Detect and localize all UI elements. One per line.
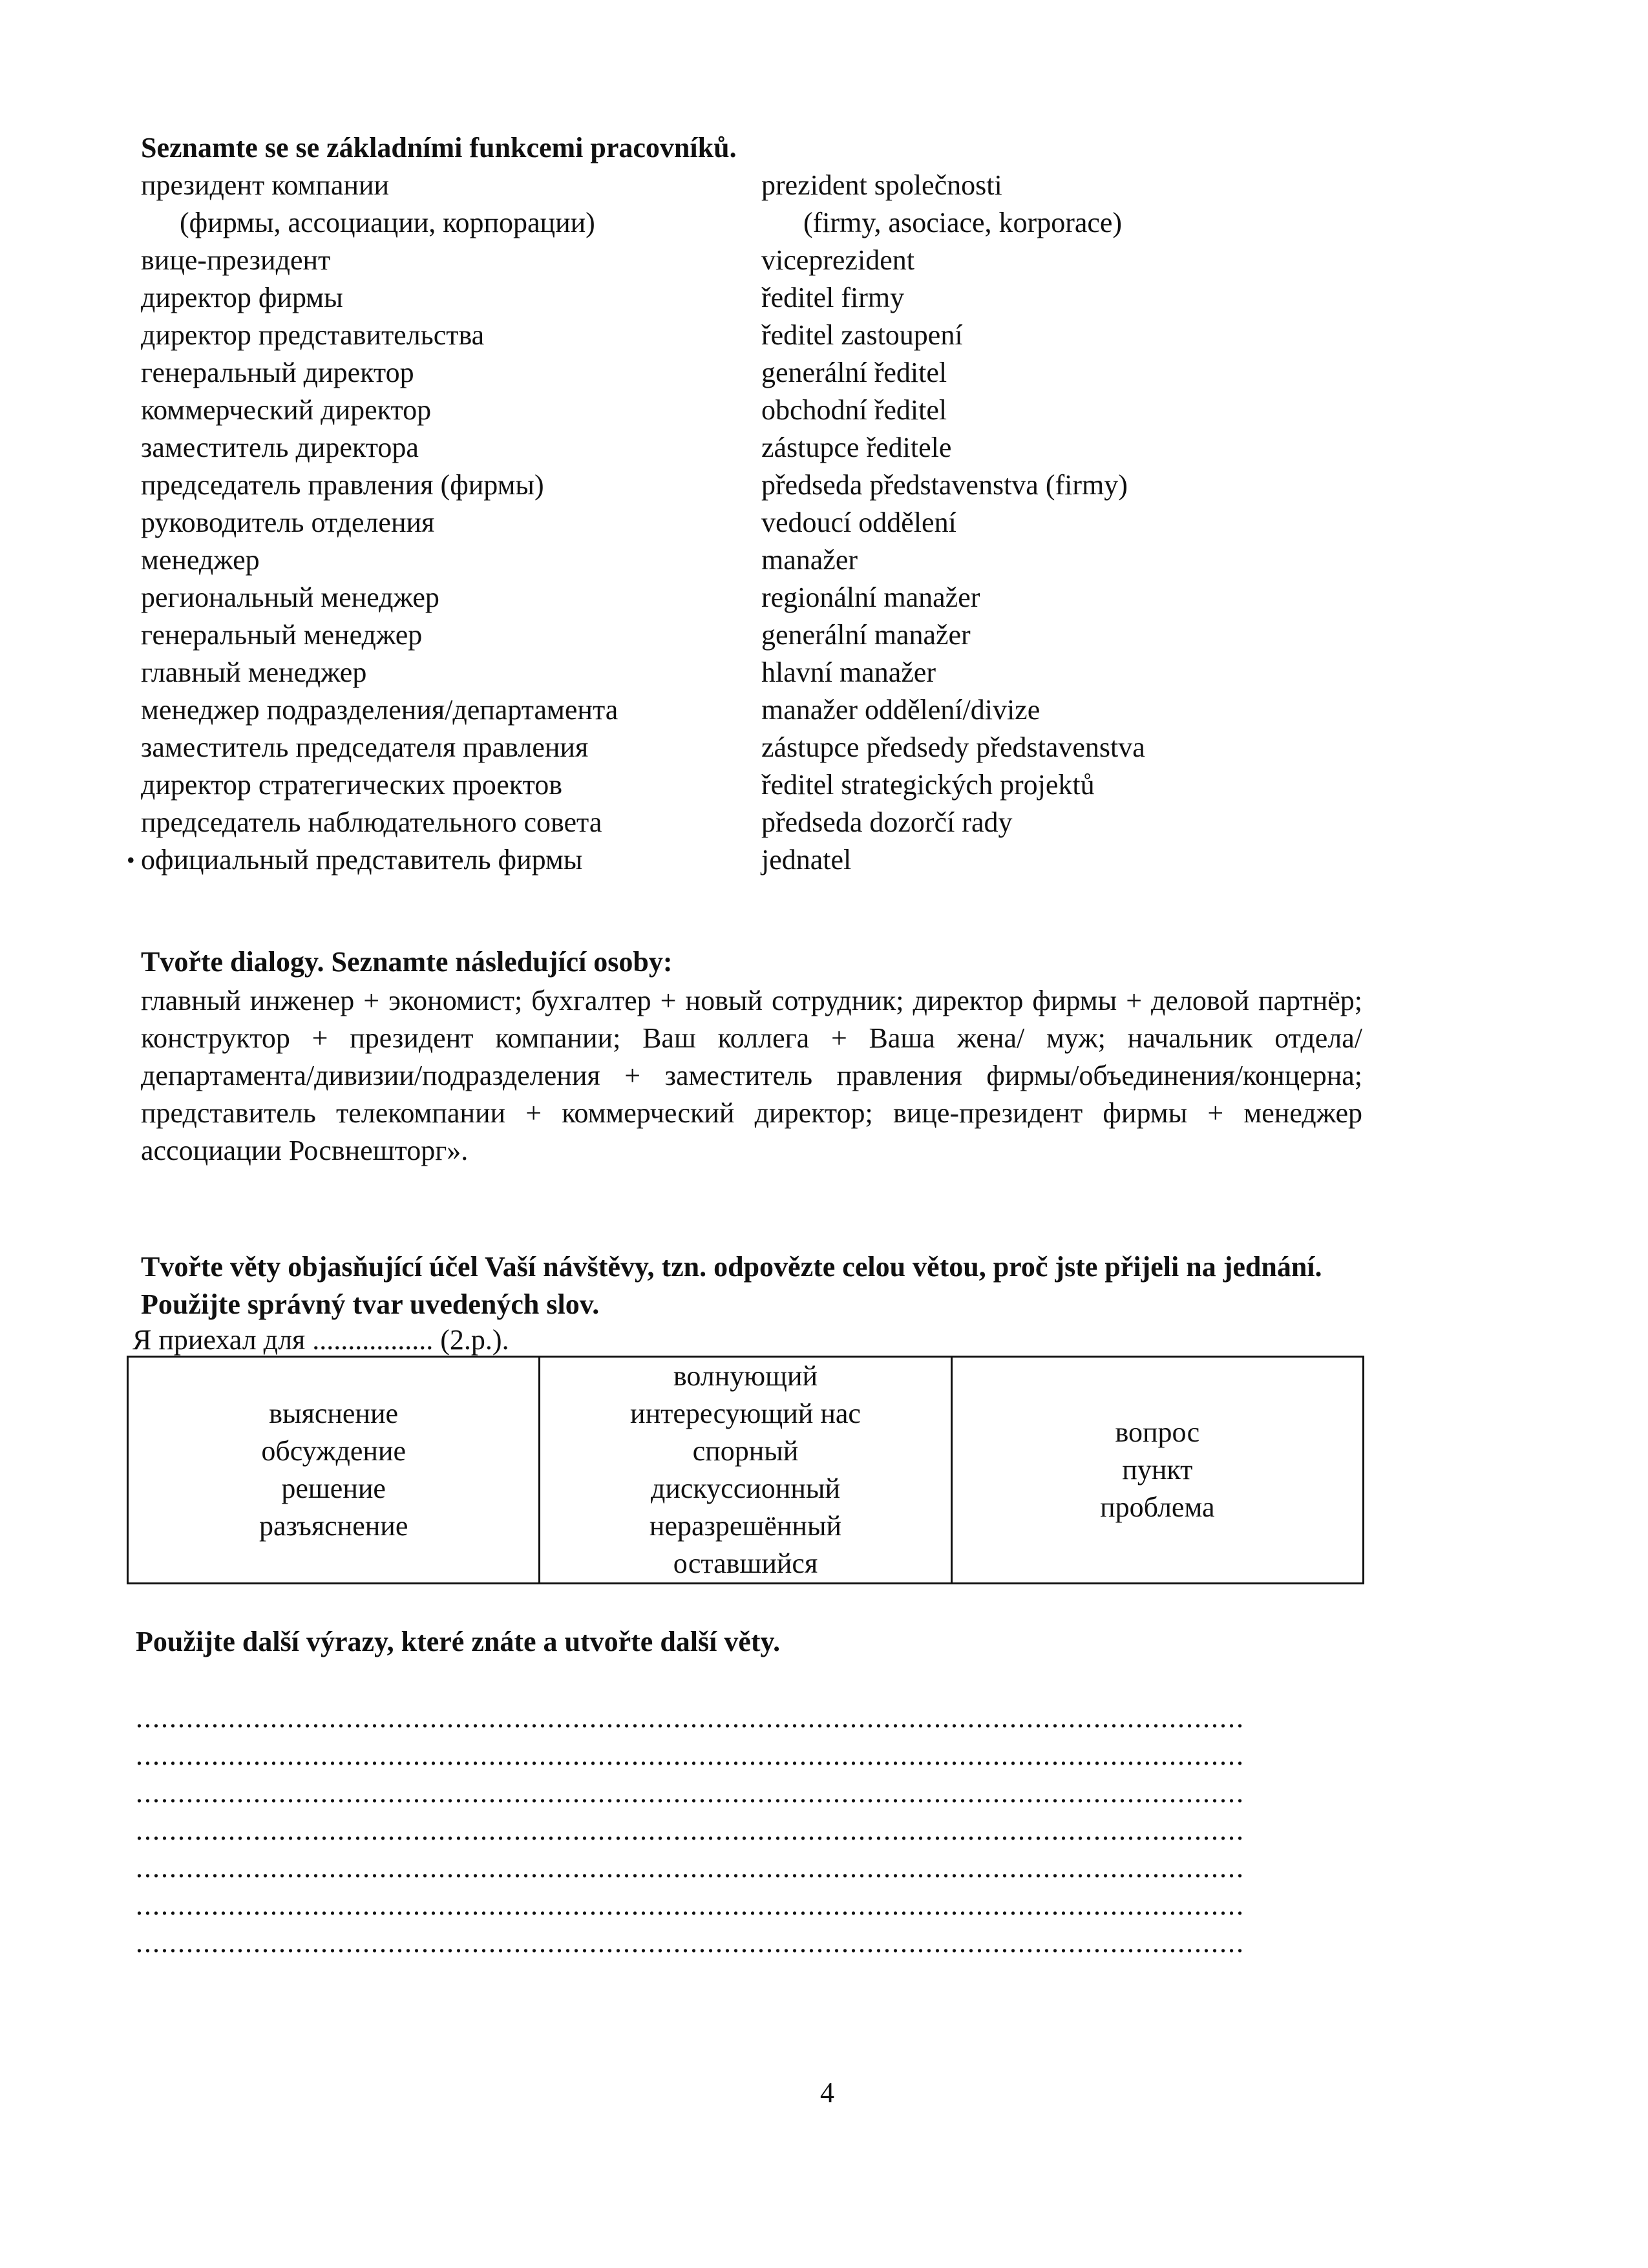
vocab-ru: председатель правления (фирмы) bbox=[141, 469, 544, 501]
option-word: решение bbox=[281, 1473, 386, 1504]
vocab-ru: заместитель директора bbox=[141, 432, 419, 463]
vocab-ru: председатель наблюдательного совета bbox=[141, 806, 602, 838]
vocab-row bbox=[141, 279, 1278, 317]
vocab-cz: předseda dozorčí rady bbox=[761, 806, 1013, 838]
table-row bbox=[128, 1357, 1364, 1584]
vocab-row bbox=[141, 616, 1278, 654]
vocab-cz: generální ředitel bbox=[761, 357, 947, 388]
option-word: обсуждение bbox=[261, 1435, 407, 1467]
sentences-heading: Tvořte věty objasňující účel Vaší návštěvy, tzn. odpovězte celou větou, proč jste přijeli na jednání. Použijte správný tvar uvedených slov. bbox=[141, 1251, 1322, 1320]
vocab-ru: генеральный директор bbox=[141, 357, 414, 388]
vocab-ru: коммерческий директор bbox=[141, 394, 432, 426]
vocab-cz: viceprezident bbox=[761, 244, 914, 276]
word-options-table bbox=[127, 1356, 1364, 1584]
topic-nouns-cell bbox=[951, 1357, 1363, 1584]
vocab-row bbox=[141, 429, 1278, 467]
vocab-ru: менеджер подразделения/департамента bbox=[141, 694, 618, 726]
dialogs-body: главный инженер + экономист; бухгалтер + новый сотрудник; директор фирмы + деловой партнёр; конструктор + президент компании; Ваш коллега + Ваша жена/ муж; начальник отдела/департамента/дивизии/подразделения + заместитель правления фирмы/объединения/концерна; представитель телекомпании + коммерческий директор; вице-президент фирмы + менеджер ассоциации Росвнешторг». bbox=[141, 985, 1362, 1166]
vocab-cz: prezident společnosti bbox=[761, 169, 1002, 201]
vocab-row bbox=[141, 541, 1278, 579]
vocab-row bbox=[141, 579, 1278, 616]
vocab-cz: hlavní manažer bbox=[761, 656, 936, 688]
vocab-row bbox=[127, 841, 1278, 879]
vocab-cz: ředitel zastoupení bbox=[761, 319, 963, 351]
vocab-row bbox=[141, 204, 1278, 242]
answer-line[interactable]: .................................................................................................................................... bbox=[136, 1927, 1245, 1958]
vocab-ru: руководитель отделения bbox=[141, 507, 435, 538]
vocab-row bbox=[141, 167, 1278, 204]
vocab-ru: генеральный менеджер bbox=[141, 619, 423, 651]
vocab-ru: директор представительства bbox=[141, 319, 485, 351]
vocab-cz: předseda představenstva (firmy) bbox=[761, 469, 1128, 501]
vocab-cz: ředitel strategických projektů bbox=[761, 769, 1095, 801]
option-word: разъяснение bbox=[259, 1510, 408, 1542]
vocab-cz: obchodní ředitel bbox=[761, 394, 947, 426]
vocab-cz: zástupce předsedy představenstva bbox=[761, 731, 1145, 763]
answer-line[interactable]: .................................................................................................................................... bbox=[136, 1852, 1245, 1884]
answer-line[interactable]: .................................................................................................................................... bbox=[136, 1739, 1245, 1771]
vocab-cz: vedoucí oddělení bbox=[761, 507, 956, 538]
vocab-row bbox=[141, 766, 1278, 804]
scan-mark-icon: • bbox=[127, 847, 135, 873]
vocab-ru: официальный представитель фирмы bbox=[141, 844, 583, 876]
vocab-row bbox=[141, 654, 1278, 691]
vocab-row bbox=[141, 729, 1278, 766]
vocab-ru: директор фирмы bbox=[141, 282, 343, 313]
vocab-row bbox=[141, 467, 1278, 504]
option-word: выяснение bbox=[269, 1398, 399, 1429]
adjectives-cell bbox=[540, 1357, 951, 1584]
page-number: 4 bbox=[820, 2077, 834, 2108]
vocab-cz: manažer oddělení/divize bbox=[761, 694, 1041, 726]
option-word: оставшийся bbox=[673, 1548, 818, 1579]
option-word: пункт bbox=[1122, 1454, 1193, 1486]
vocab-row bbox=[141, 242, 1278, 279]
vocab-ru: президент компании bbox=[141, 169, 390, 201]
answer-line[interactable]: .................................................................................................................................... bbox=[136, 1814, 1245, 1846]
vocab-ru: директор стратегических проектов bbox=[141, 769, 562, 801]
vocab-cz: regionální manažer bbox=[761, 582, 980, 613]
vocab-row bbox=[141, 691, 1278, 729]
vocab-heading: Seznamte se se základními funkcemi pracovníků. bbox=[141, 132, 737, 163]
option-word: проблема bbox=[1100, 1491, 1215, 1523]
vocab-ru: вице-президент bbox=[141, 244, 331, 276]
sentences-example: Я приехал для ................. (2.p.). bbox=[132, 1324, 509, 1356]
option-word: спорный bbox=[692, 1435, 799, 1467]
more-heading: Použijte další výrazy, které znáte a utvořte další věty. bbox=[136, 1626, 781, 1657]
vocab-list bbox=[127, 167, 1278, 879]
answer-line[interactable]: .................................................................................................................................... bbox=[136, 1777, 1245, 1809]
vocab-cz: ředitel firmy bbox=[761, 282, 905, 313]
option-word: вопрос bbox=[1115, 1416, 1200, 1448]
vocab-row bbox=[141, 804, 1278, 841]
dialogs-heading: Tvořte dialogy. Seznamte následující osoby: bbox=[141, 946, 673, 978]
vocab-ru: менеджер bbox=[141, 544, 260, 576]
option-word: интересующий нас bbox=[630, 1398, 861, 1429]
option-word: волнующий bbox=[673, 1360, 818, 1392]
nouns-cell bbox=[128, 1357, 540, 1584]
vocab-ru: заместитель председателя правления bbox=[141, 731, 589, 763]
option-word: дискуссионный bbox=[650, 1473, 840, 1504]
vocab-ru: (фирмы, ассоциации, корпорации) bbox=[180, 207, 595, 238]
option-word: неразрешённый bbox=[649, 1510, 842, 1542]
answer-line[interactable]: .................................................................................................................................... bbox=[136, 1889, 1245, 1921]
vocab-row bbox=[141, 504, 1278, 541]
vocab-row bbox=[141, 354, 1278, 392]
vocab-ru: главный менеджер bbox=[141, 656, 367, 688]
vocab-cz: zástupce ředitele bbox=[761, 432, 952, 463]
vocab-cz: jednatel bbox=[761, 844, 852, 876]
vocab-cz: (firmy, asociace, korporace) bbox=[803, 207, 1123, 238]
vocab-cz: generální manažer bbox=[761, 619, 971, 651]
vocab-ru: региональный менеджер bbox=[141, 582, 439, 613]
vocab-row bbox=[141, 317, 1278, 354]
answer-line[interactable]: .................................................................................................................................... bbox=[136, 1702, 1245, 1734]
vocab-row bbox=[141, 392, 1278, 429]
vocab-cz: manažer bbox=[761, 544, 858, 576]
